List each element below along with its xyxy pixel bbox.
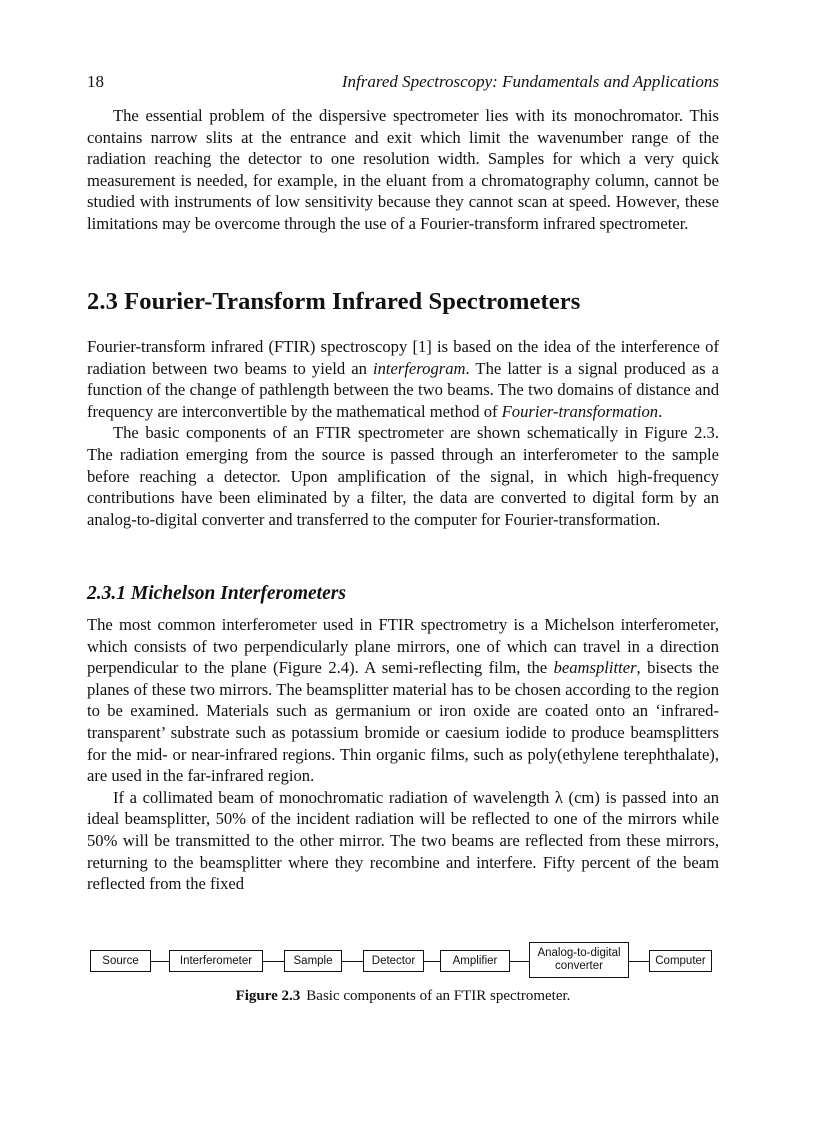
box-detector: Detector <box>363 950 424 972</box>
para2-text-3: . <box>658 401 663 421</box>
box-computer: Computer <box>649 950 712 972</box>
subsection-heading: 2.3.1 Michelson Interferometers <box>87 583 346 604</box>
connector-2 <box>263 961 284 962</box>
box-source: Source <box>90 950 151 972</box>
subsection-body <box>87 614 719 895</box>
paragraph-basic-components: The basic components of an FTIR spectrometer are shown schematically in Figure 2.3. The radiation emerging from the source is passed through an interferometer to the sample before reaching a detector. Upon amplification of the signal, in which high-frequency contributions have been eliminated by a filter, the data are converted to digital form by an analog-to-digital converter and transferred to the computer for Fourier-transformation. <box>87 423 719 529</box>
connector-3 <box>342 961 363 962</box>
connector-6 <box>629 961 649 962</box>
paragraph-collimated-beam: If a collimated beam of monochromatic radiation of wavelength λ (cm) is passed into an ideal beamsplitter, 50% of the incident radiation will be reflected to one of the mirrors while 50% will be transmitted to the other mirror. The two beams are reflected from these mirrors, returning to the beamsplitter where they recombine and interfere. Fifty percent of the beam reflected from the fixed <box>87 787 719 894</box>
figure-caption <box>87 987 719 1005</box>
term-beamsplitter: beamsplitter <box>553 658 637 678</box>
section-heading: 2.3 Fourier-Transform Infrared Spectrometers <box>87 288 581 315</box>
paragraph-dispersive-problem: The essential problem of the dispersive spectrometer lies with its monochromator. This contains narrow slits at the entrance and exit which limit the wavenumber range of the radiation reaching the detector to one resolution width. Samples for which a very quick measurement is needed, for example, in the eluant from a chromatography column, cannot be studied with instruments of low sensitivity because they cannot scan at speed. However, these limitations may be overcome through the use of a Fourier-transform infrared spectrometer. <box>87 106 719 233</box>
box-amplifier: Amplifier <box>440 950 510 972</box>
para4-text-2: , bisects the planes of these two mirrors. The beamsplitter material has to be chosen according to the region to be examined. Materials such as germanium or iron oxide are coated onto an ‘infrared-transparent’ substrate such as potassium bromide or caesium iodide to produce beamsplitters for the mid- or near-infrared regions. Thin organic films, such as poly(ethylene terephthalate), are used in the far-infrared region. <box>87 658 719 786</box>
para2-text-2: . The latter is a signal produced as a function of the change of pathlength between the two beams. The two domains of distance and frequency are interconvertible by the mathematical method of <box>87 358 719 421</box>
connector-1 <box>151 961 169 962</box>
page-number: 18 <box>87 72 104 91</box>
paragraph-michelson <box>87 614 719 787</box>
para2-text-1: Fourier-transform infrared (FTIR) spectroscopy [1] is based on the idea of the interference of radiation between two beams to yield an <box>87 337 719 378</box>
figure-label: Figure 2.3 <box>235 988 301 1004</box>
para4-text-1: The most common interferometer used in FTIR spectrometry is a Michelson interferometer, which consists of two perpendicularly plane mirrors, one of which can travel in a direction perpendicular to the plane (Figure 2.4). A semi-reflecting film, the <box>87 615 719 678</box>
section-body <box>87 336 719 530</box>
intro-block <box>87 105 719 235</box>
running-title: Infrared Spectroscopy: Fundamentals and Applications <box>341 72 719 91</box>
term-fourier-transformation: Fourier-transformation <box>501 401 659 421</box>
box-interferometer: Interferometer <box>169 950 263 972</box>
box-analog-to-digital-converter: Analog-to-digital converter <box>529 942 629 978</box>
figure-caption-text: Basic components of an FTIR spectrometer. <box>306 988 571 1004</box>
ftir-block-diagram <box>90 940 714 980</box>
paragraph-ftir-intro <box>87 336 719 422</box>
box-sample: Sample <box>284 950 342 972</box>
connector-5 <box>510 961 529 962</box>
term-interferogram: interferogram <box>372 358 466 378</box>
connector-4 <box>424 961 440 962</box>
